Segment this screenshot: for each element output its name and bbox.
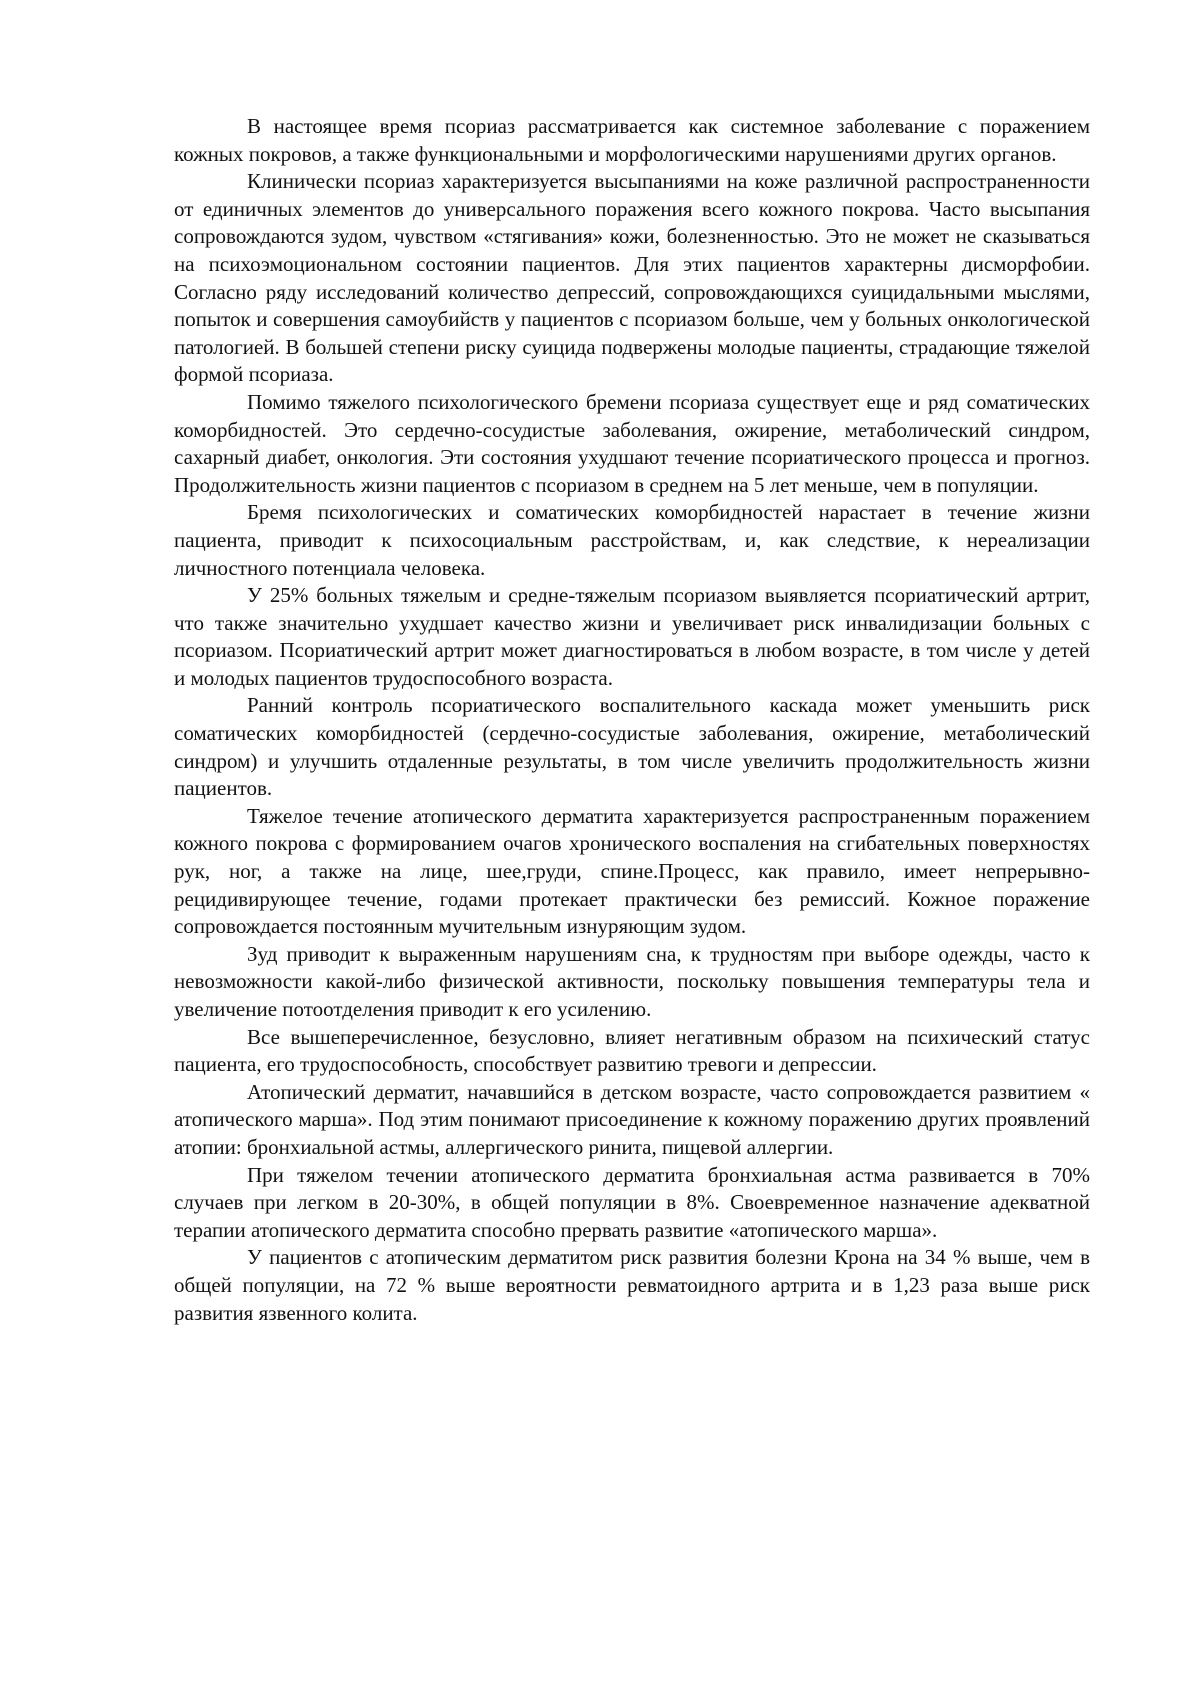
paragraph: Помимо тяжелого психологического бремени псориаза существует еще и ряд соматических коморбидностей. Это сердечно-сосудистые заболевания, ожирение, метаболический синдром, сахарный диабет, онкология. Эти состояния ухудшают течение псориатического процесса и прогноз. Продолжительность жизни пациентов с псориазом в среднем на 5 лет меньше, чем в популяции. (174, 389, 1090, 497)
paragraph: При тяжелом течении атопического дерматита бронхиальная астма развивается в 70% случаев при легком в 20-30%, в общей популяции в 8%. Своевременное назначение адекватной терапии атопического дерматита способно прервать развитие «атопического марша». (174, 1162, 1090, 1242)
paragraph: В настоящее время псориаз рассматривается как системное заболевание с поражением кожных покровов, а также функциональными и морфологическими нарушениями других органов. (174, 114, 1090, 166)
paragraph: Бремя психологических и соматических коморбидностей нарастает в течение жизни пациента, приводит к психосоциальным расстройствам, и, как следствие, к нереализации личностного потенциала человека. (174, 500, 1090, 580)
paragraph: Ранний контроль псориатического воспалительного каскада может уменьшить риск соматических коморбидностей (сердечно-сосудистые заболевания, ожирение, метаболический синдром) и улучшить отдаленные результаты, в том числе увеличить продолжительность жизни пациентов. (174, 693, 1090, 801)
paragraph: У пациентов с атопическим дерматитом риск развития болезни Крона на 34 % выше, чем в общей популяции, на 72 % выше вероятности ревматоидного артрита и в 1,23 раза выше риск развития язвенного колита. (174, 1245, 1090, 1325)
paragraph: Клинически псориаз характеризуется высыпаниями на коже различной распространенности от единичных элементов до универсального поражения всего кожного покрова. Часто высыпания сопровождаются зудом, чувством «стягивания» кожи, болезненностью. Это не может не сказываться на психоэмоциональном состоянии пациентов. Для этих пациентов характерны дисморфобии. Согласно ряду исследований количество депрессий, сопровождающихся суицидальными мыслями, попыток и совершения самоубийств у пациентов с псориазом больше, чем у больных онкологической патологией. В большей степени риску суицида подвержены молодые пациенты, страдающие тяжелой формой псориаза. (174, 169, 1090, 387)
paragraph: Зуд приводит к выраженным нарушениям сна, к трудностям при выборе одежды, часто к невозможности какой-либо физической активности, поскольку повышения температуры тела и увеличение потоотделения приводит к его усилению. (174, 941, 1090, 1021)
paragraph: Все вышеперечисленное, безусловно, влияет негативным образом на психический статус пациента, его трудоспособность, способствует развитию тревоги и депрессии. (174, 1024, 1090, 1077)
document-body (174, 113, 1090, 1327)
paragraph: Атопический дерматит, начавшийся в детском возрасте, часто сопровождается развитием « атопического марша». Под этим понимают присоединение к кожному поражению других проявлений атопии: бронхиальной астмы, аллергического ринита, пищевой аллергии. (174, 1079, 1090, 1159)
paragraph: Тяжелое течение атопического дерматита характеризуется распространенным поражением кожного покрова с формированием очагов хронического воспаления на сгибательных поверхностях рук, ног, а также на лице, шее,груди, спине.Процесс, как правило, имеет непрерывно-рецидивирующее течение, годами протекает практически без ремиссий. Кожное поражение сопровождается постоянным мучительным изнуряющим зудом. (174, 803, 1090, 939)
paragraph: У 25% больных тяжелым и средне-тяжелым псориазом выявляется псориатический артрит, что также значительно ухудшает качество жизни и увеличивает риск инвалидизации больных с псориазом. Псориатический артрит может диагностироваться в любом возрасте, в том числе у детей и молодых пациентов трудоспособного возраста. (174, 583, 1090, 690)
